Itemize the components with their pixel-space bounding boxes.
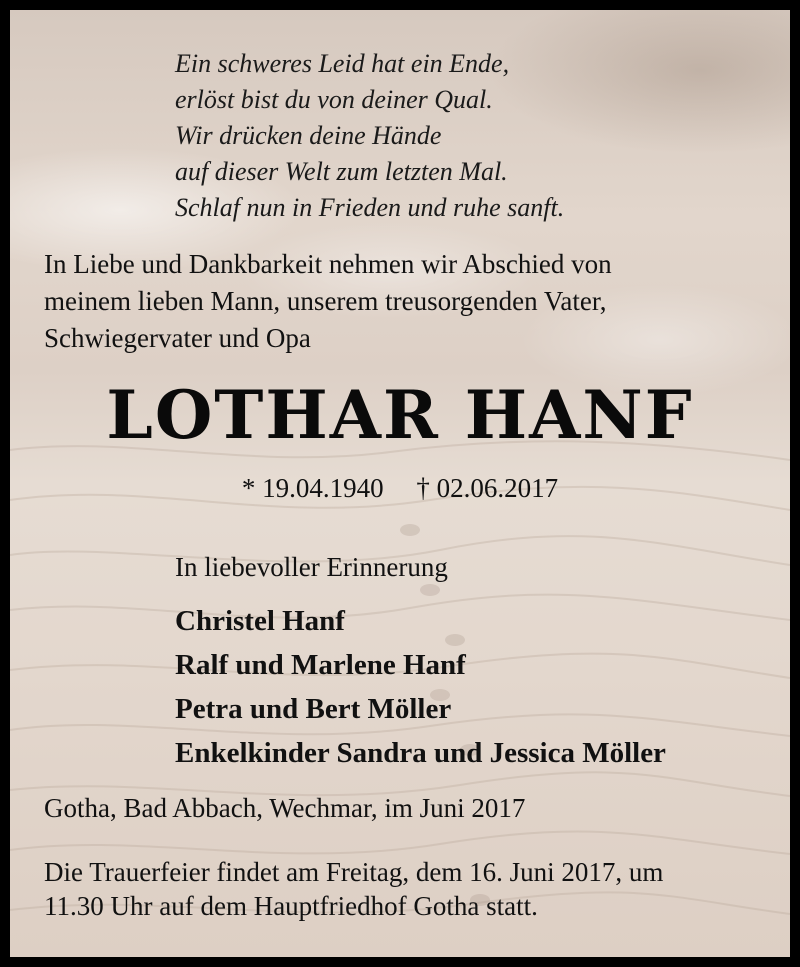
poem-line: Wir drücken deine Hände <box>175 121 442 150</box>
death-date: † 02.06.2017 <box>416 473 559 503</box>
poem-line: Ein schweres Leid hat ein Ende, <box>175 49 510 78</box>
intro-line: In Liebe und Dankbarkeit nehmen wir Abschied von <box>44 249 612 279</box>
obituary-notice <box>10 10 790 957</box>
intro-line: meinem lieben Mann, unserem treusorgenden Vater, <box>44 286 607 316</box>
funeral-info <box>44 855 663 923</box>
poem-line: Schlaf nun in Frieden und ruhe sanft. <box>175 193 565 222</box>
family-member: Christel Hanf <box>175 605 345 637</box>
poem-line: auf dieser Welt zum letzten Mal. <box>175 157 508 186</box>
deceased-name: LOTHAR HANF <box>106 376 694 454</box>
funeral-line: 11.30 Uhr auf dem Hauptfriedhof Gotha statt. <box>44 891 538 921</box>
family-list <box>175 599 666 775</box>
family-member: Enkelkinder Sandra und Jessica Möller <box>175 737 666 769</box>
birth-date: * 19.04.1940 <box>241 473 384 503</box>
farewell-intro <box>44 246 774 357</box>
family-member: Ralf und Marlene Hanf <box>175 649 466 681</box>
life-dates <box>10 473 790 504</box>
place-and-date: Gotha, Bad Abbach, Wechmar, im Juni 2017 <box>44 793 526 823</box>
memory-heading: In liebevoller Erinnerung <box>175 552 448 582</box>
poem <box>175 46 564 226</box>
family-member: Petra und Bert Möller <box>175 693 452 725</box>
funeral-line: Die Trauerfeier findet am Freitag, dem 16. Juni 2017, um <box>44 857 664 887</box>
intro-line: Schwiegervater und Opa <box>44 323 311 353</box>
poem-line: erlöst bist du von deiner Qual. <box>175 85 493 114</box>
